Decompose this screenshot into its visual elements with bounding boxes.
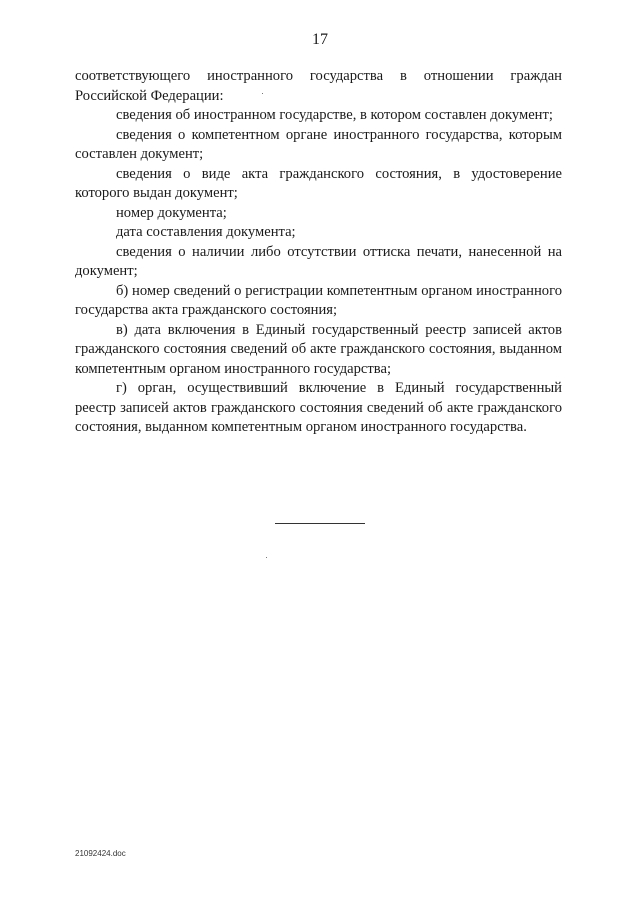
scan-speck xyxy=(262,93,263,94)
paragraph-foreign-state: сведения об иностранном государстве, в котором составлен документ; xyxy=(116,107,553,123)
footer-file-name: 21092424.doc xyxy=(75,849,126,858)
paragraph-document-number: номер документа; xyxy=(116,204,227,221)
paragraph-act-type: сведения о виде акта гражданского состояния, в удостоверение которого выдан документ; xyxy=(75,165,562,201)
paragraph-item-b: б) номер сведений о регистрации компетентным органом иностранного государства акта гражданского состояния; xyxy=(75,282,562,318)
end-separator-line xyxy=(275,523,365,524)
paragraph-item-g: г) орган, осуществивший включение в Единый государственный реестр записей актов гражданского состояния сведений об акте гражданского состояния, выданном компетентным органом иностранного государства. xyxy=(75,380,562,435)
document-body xyxy=(75,67,562,438)
paragraph-competent-authority: сведения о компетентном органе иностранного государства, которым составлен документ; xyxy=(75,126,562,162)
scan-speck xyxy=(266,557,267,558)
paragraph-document-date: дата составления документа; xyxy=(116,224,296,240)
paragraph-item-v: в) дата включения в Единый государственный реестр записей актов гражданского состояния сведений об акте гражданского состояния, выданном компетентным органом иностранного государства; xyxy=(75,321,562,377)
page-number: 17 xyxy=(312,31,328,48)
paragraph-continuation: соответствующего иностранного государства в отношении граждан Российской Федерации: xyxy=(75,68,562,104)
paragraph-seal-presence: сведения о наличии либо отсутствии оттиска печати, нанесенной на документ; xyxy=(75,243,562,279)
